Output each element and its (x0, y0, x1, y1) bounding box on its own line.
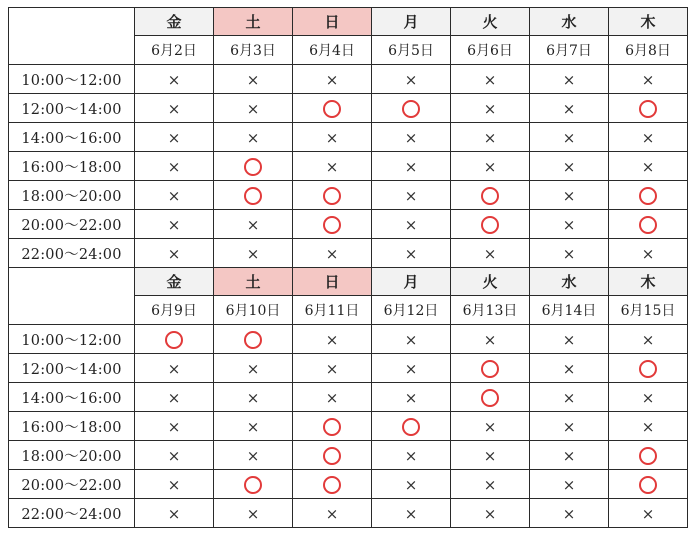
availability-cell (451, 65, 530, 94)
availability-cell (293, 325, 372, 354)
unavailable-cross-icon: × (562, 128, 576, 147)
available-circle-icon (323, 418, 341, 436)
availability-cell (135, 354, 214, 383)
time-slot-row (9, 325, 688, 354)
date-label: 6月8日 (609, 36, 688, 65)
time-slot-row (9, 412, 688, 441)
weekday-label: 火 (451, 8, 530, 36)
availability-cell (451, 181, 530, 210)
availability-cell (372, 354, 451, 383)
availability-cell (214, 210, 293, 239)
weekday-header-row (9, 268, 688, 296)
unavailable-cross-icon: × (562, 388, 576, 407)
unavailable-cross-icon: × (562, 215, 576, 234)
availability-cell (530, 152, 609, 181)
availability-cell (293, 94, 372, 123)
unavailable-cross-icon: × (641, 70, 655, 89)
availability-cell (214, 412, 293, 441)
available-circle-icon (639, 476, 657, 494)
available-circle-icon (244, 187, 262, 205)
unavailable-cross-icon: × (562, 99, 576, 118)
availability-cell (135, 412, 214, 441)
time-slot-label: 16:00～18:00 (9, 412, 135, 441)
availability-schedule-table (8, 7, 688, 528)
availability-cell (293, 181, 372, 210)
unavailable-cross-icon: × (325, 330, 339, 349)
availability-cell (135, 470, 214, 499)
available-circle-icon (323, 216, 341, 234)
unavailable-cross-icon: × (562, 359, 576, 378)
time-slot-row (9, 123, 688, 152)
weekday-header-row (9, 8, 688, 36)
unavailable-cross-icon: × (641, 157, 655, 176)
availability-cell (135, 499, 214, 528)
availability-cell (451, 152, 530, 181)
availability-cell (214, 470, 293, 499)
availability-cell (530, 210, 609, 239)
unavailable-cross-icon: × (325, 70, 339, 89)
availability-cell (451, 94, 530, 123)
availability-cell (609, 499, 688, 528)
time-slot-label: 10:00～12:00 (9, 65, 135, 94)
weekday-label: 金 (135, 8, 214, 36)
unavailable-cross-icon: × (641, 244, 655, 263)
weekday-label: 水 (530, 8, 609, 36)
availability-cell (451, 383, 530, 412)
availability-cell (609, 325, 688, 354)
unavailable-cross-icon: × (641, 504, 655, 523)
availability-cell (293, 65, 372, 94)
unavailable-cross-icon: × (483, 330, 497, 349)
unavailable-cross-icon: × (404, 215, 418, 234)
availability-cell (372, 499, 451, 528)
time-slot-label: 20:00～22:00 (9, 210, 135, 239)
unavailable-cross-icon: × (325, 157, 339, 176)
availability-cell (293, 354, 372, 383)
availability-cell (530, 94, 609, 123)
time-slot-label: 12:00～14:00 (9, 94, 135, 123)
availability-cell (293, 499, 372, 528)
availability-cell (372, 383, 451, 412)
availability-cell (293, 210, 372, 239)
unavailable-cross-icon: × (246, 99, 260, 118)
availability-cell (609, 354, 688, 383)
availability-cell (451, 210, 530, 239)
time-slot-row (9, 65, 688, 94)
time-slot-label: 10:00～12:00 (9, 325, 135, 354)
time-slot-label: 14:00～16:00 (9, 383, 135, 412)
unavailable-cross-icon: × (641, 388, 655, 407)
unavailable-cross-icon: × (562, 417, 576, 436)
availability-cell (135, 152, 214, 181)
availability-cell (135, 65, 214, 94)
unavailable-cross-icon: × (167, 475, 181, 494)
unavailable-cross-icon: × (246, 388, 260, 407)
time-slot-row (9, 152, 688, 181)
availability-cell (609, 383, 688, 412)
availability-cell (609, 123, 688, 152)
unavailable-cross-icon: × (325, 359, 339, 378)
date-label: 6月12日 (372, 296, 451, 325)
date-label: 6月14日 (530, 296, 609, 325)
availability-cell (135, 325, 214, 354)
availability-cell (530, 499, 609, 528)
unavailable-cross-icon: × (483, 99, 497, 118)
time-slot-label: 12:00～14:00 (9, 354, 135, 383)
availability-cell (451, 441, 530, 470)
available-circle-icon (402, 418, 420, 436)
time-slot-row (9, 470, 688, 499)
availability-cell (530, 325, 609, 354)
availability-cell (530, 354, 609, 383)
unavailable-cross-icon: × (246, 70, 260, 89)
unavailable-cross-icon: × (641, 417, 655, 436)
availability-cell (214, 181, 293, 210)
unavailable-cross-icon: × (167, 186, 181, 205)
unavailable-cross-icon: × (483, 128, 497, 147)
availability-cell (451, 412, 530, 441)
availability-cell (214, 354, 293, 383)
available-circle-icon (165, 331, 183, 349)
unavailable-cross-icon: × (167, 99, 181, 118)
unavailable-cross-icon: × (562, 330, 576, 349)
availability-cell (293, 441, 372, 470)
weekday-label: 金 (135, 268, 214, 296)
unavailable-cross-icon: × (483, 157, 497, 176)
unavailable-cross-icon: × (325, 388, 339, 407)
available-circle-icon (481, 389, 499, 407)
unavailable-cross-icon: × (246, 504, 260, 523)
unavailable-cross-icon: × (246, 417, 260, 436)
availability-cell (293, 239, 372, 268)
availability-cell (214, 65, 293, 94)
available-circle-icon (481, 360, 499, 378)
availability-cell (372, 412, 451, 441)
unavailable-cross-icon: × (562, 475, 576, 494)
availability-cell (214, 94, 293, 123)
unavailable-cross-icon: × (167, 70, 181, 89)
availability-cell (530, 441, 609, 470)
available-circle-icon (323, 187, 341, 205)
availability-cell (451, 239, 530, 268)
availability-cell (214, 383, 293, 412)
availability-cell (293, 470, 372, 499)
available-circle-icon (244, 158, 262, 176)
corner-cell (9, 268, 135, 325)
unavailable-cross-icon: × (167, 157, 181, 176)
date-label: 6月3日 (214, 36, 293, 65)
unavailable-cross-icon: × (562, 446, 576, 465)
unavailable-cross-icon: × (562, 244, 576, 263)
availability-cell (530, 470, 609, 499)
availability-cell (372, 65, 451, 94)
unavailable-cross-icon: × (641, 330, 655, 349)
availability-cell (293, 383, 372, 412)
availability-cell (135, 123, 214, 152)
unavailable-cross-icon: × (404, 359, 418, 378)
unavailable-cross-icon: × (483, 475, 497, 494)
date-label: 6月5日 (372, 36, 451, 65)
unavailable-cross-icon: × (404, 388, 418, 407)
unavailable-cross-icon: × (167, 359, 181, 378)
availability-cell (609, 239, 688, 268)
weekday-label: 木 (609, 268, 688, 296)
availability-cell (135, 383, 214, 412)
available-circle-icon (323, 447, 341, 465)
available-circle-icon (402, 100, 420, 118)
time-slot-row (9, 441, 688, 470)
unavailable-cross-icon: × (562, 70, 576, 89)
unavailable-cross-icon: × (562, 186, 576, 205)
availability-cell (372, 210, 451, 239)
availability-cell (372, 181, 451, 210)
time-slot-label: 18:00～20:00 (9, 441, 135, 470)
date-label: 6月7日 (530, 36, 609, 65)
available-circle-icon (323, 100, 341, 118)
unavailable-cross-icon: × (404, 244, 418, 263)
unavailable-cross-icon: × (404, 128, 418, 147)
weekday-label: 日 (293, 268, 372, 296)
date-label: 6月9日 (135, 296, 214, 325)
available-circle-icon (323, 476, 341, 494)
availability-cell (372, 470, 451, 499)
availability-cell (609, 65, 688, 94)
weekday-label: 火 (451, 268, 530, 296)
availability-cell (214, 325, 293, 354)
availability-cell (530, 239, 609, 268)
unavailable-cross-icon: × (404, 186, 418, 205)
time-slot-label: 14:00～16:00 (9, 123, 135, 152)
unavailable-cross-icon: × (167, 244, 181, 263)
availability-cell (609, 470, 688, 499)
unavailable-cross-icon: × (404, 70, 418, 89)
available-circle-icon (639, 447, 657, 465)
unavailable-cross-icon: × (404, 330, 418, 349)
time-slot-label: 22:00～24:00 (9, 499, 135, 528)
weekday-label: 水 (530, 268, 609, 296)
date-label: 6月13日 (451, 296, 530, 325)
availability-cell (135, 94, 214, 123)
unavailable-cross-icon: × (483, 504, 497, 523)
available-circle-icon (639, 187, 657, 205)
availability-cell (530, 123, 609, 152)
unavailable-cross-icon: × (483, 417, 497, 436)
date-label: 6月11日 (293, 296, 372, 325)
time-slot-label: 18:00～20:00 (9, 181, 135, 210)
availability-cell (214, 499, 293, 528)
unavailable-cross-icon: × (404, 157, 418, 176)
time-slot-label: 20:00～22:00 (9, 470, 135, 499)
availability-cell (609, 412, 688, 441)
unavailable-cross-icon: × (483, 244, 497, 263)
availability-cell (293, 152, 372, 181)
time-slot-label: 22:00～24:00 (9, 239, 135, 268)
time-slot-row (9, 181, 688, 210)
availability-cell (135, 441, 214, 470)
unavailable-cross-icon: × (325, 128, 339, 147)
date-label: 6月15日 (609, 296, 688, 325)
unavailable-cross-icon: × (562, 157, 576, 176)
availability-cell (451, 499, 530, 528)
unavailable-cross-icon: × (246, 359, 260, 378)
available-circle-icon (244, 331, 262, 349)
time-slot-row (9, 239, 688, 268)
availability-cell (214, 239, 293, 268)
available-circle-icon (639, 360, 657, 378)
availability-cell (530, 65, 609, 94)
time-slot-row (9, 354, 688, 383)
corner-cell (9, 8, 135, 65)
unavailable-cross-icon: × (404, 475, 418, 494)
time-slot-row (9, 210, 688, 239)
date-label: 6月4日 (293, 36, 372, 65)
availability-cell (609, 94, 688, 123)
unavailable-cross-icon: × (246, 446, 260, 465)
availability-cell (135, 210, 214, 239)
time-slot-row (9, 94, 688, 123)
date-label: 6月6日 (451, 36, 530, 65)
available-circle-icon (639, 100, 657, 118)
availability-cell (372, 123, 451, 152)
unavailable-cross-icon: × (167, 128, 181, 147)
availability-cell (609, 181, 688, 210)
availability-cell (293, 123, 372, 152)
unavailable-cross-icon: × (404, 446, 418, 465)
unavailable-cross-icon: × (483, 70, 497, 89)
availability-cell (372, 239, 451, 268)
availability-cell (372, 94, 451, 123)
time-slot-label: 16:00～18:00 (9, 152, 135, 181)
availability-cell (135, 239, 214, 268)
weekday-label: 月 (372, 8, 451, 36)
availability-cell (451, 354, 530, 383)
time-slot-row (9, 383, 688, 412)
weekday-label: 月 (372, 268, 451, 296)
weekday-label: 木 (609, 8, 688, 36)
unavailable-cross-icon: × (246, 128, 260, 147)
availability-cell (372, 152, 451, 181)
unavailable-cross-icon: × (483, 446, 497, 465)
unavailable-cross-icon: × (246, 244, 260, 263)
unavailable-cross-icon: × (167, 215, 181, 234)
available-circle-icon (639, 216, 657, 234)
availability-cell (609, 152, 688, 181)
date-label: 6月2日 (135, 36, 214, 65)
unavailable-cross-icon: × (167, 388, 181, 407)
weekday-label: 土 (214, 8, 293, 36)
available-circle-icon (244, 476, 262, 494)
unavailable-cross-icon: × (325, 244, 339, 263)
available-circle-icon (481, 216, 499, 234)
unavailable-cross-icon: × (167, 504, 181, 523)
availability-cell (214, 441, 293, 470)
unavailable-cross-icon: × (325, 504, 339, 523)
unavailable-cross-icon: × (404, 504, 418, 523)
availability-cell (451, 325, 530, 354)
weekday-label: 日 (293, 8, 372, 36)
unavailable-cross-icon: × (246, 215, 260, 234)
weekday-label: 土 (214, 268, 293, 296)
availability-cell (451, 123, 530, 152)
availability-cell (214, 152, 293, 181)
availability-cell (372, 325, 451, 354)
unavailable-cross-icon: × (562, 504, 576, 523)
available-circle-icon (481, 187, 499, 205)
availability-cell (530, 412, 609, 441)
unavailable-cross-icon: × (641, 128, 655, 147)
availability-cell (293, 412, 372, 441)
availability-cell (451, 470, 530, 499)
schedule-body (9, 8, 688, 528)
unavailable-cross-icon: × (167, 417, 181, 436)
availability-cell (609, 441, 688, 470)
availability-cell (135, 181, 214, 210)
availability-cell (372, 441, 451, 470)
availability-cell (214, 123, 293, 152)
date-label: 6月10日 (214, 296, 293, 325)
time-slot-row (9, 499, 688, 528)
availability-cell (530, 181, 609, 210)
availability-cell (530, 383, 609, 412)
unavailable-cross-icon: × (167, 446, 181, 465)
availability-cell (609, 210, 688, 239)
